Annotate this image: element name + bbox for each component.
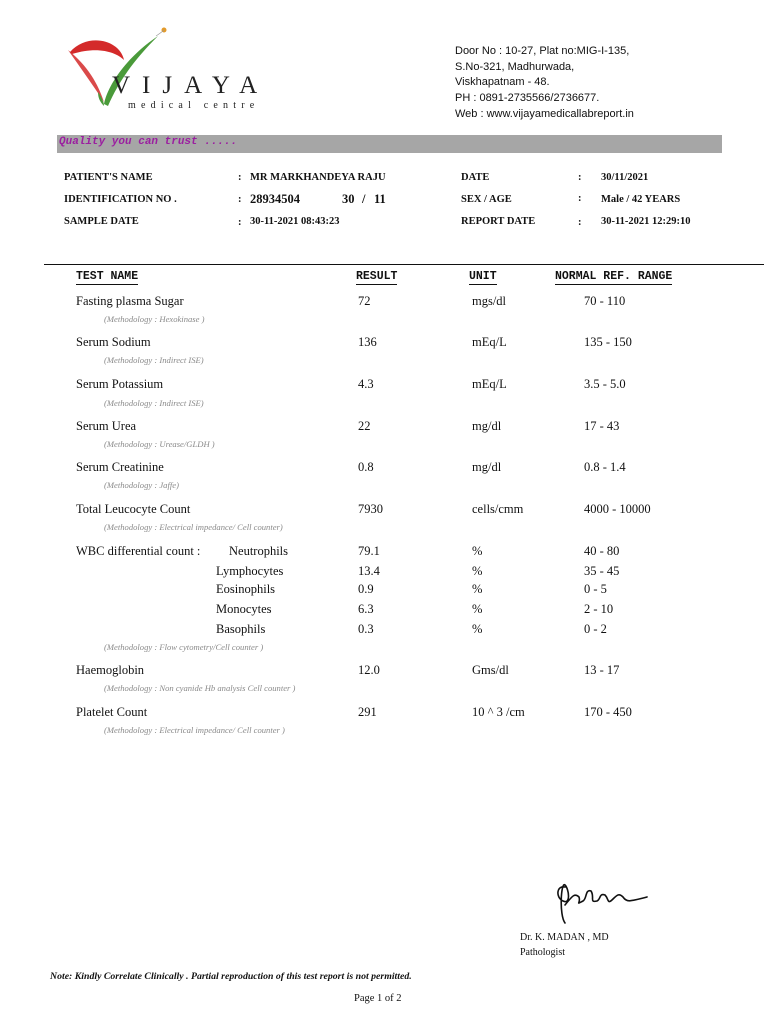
colon: :: [578, 172, 582, 183]
address-line: Viskhapatnam - 48.: [455, 76, 550, 89]
wbc-subtest-name: Eosinophils: [216, 582, 276, 596]
wbc-subtest-range: 0 - 5: [584, 582, 607, 596]
wbc-subtest-name: Lymphocytes: [216, 564, 284, 578]
test-result: 22: [358, 419, 371, 433]
colon: :: [238, 217, 242, 228]
test-methodology: (Methodology : Indirect ISE): [104, 355, 204, 365]
test-range: 0.8 - 1.4: [584, 460, 626, 474]
sample-date-label: SAMPLE DATE: [64, 216, 139, 227]
wbc-subtest-result: 6.3: [358, 602, 374, 616]
patient-name-value: MR MARKHANDEYA RAJU: [250, 172, 386, 183]
test-result: 4.3: [358, 377, 374, 391]
wbc-label: WBC differential count :: [76, 544, 201, 558]
pathologist-name: Dr. K. MADAN , MD: [520, 932, 609, 943]
test-methodology: (Methodology : Electrical impedance/ Cell counter ): [104, 725, 285, 735]
test-methodology: (Methodology : Jaffe): [104, 480, 179, 490]
test-range: 170 - 450: [584, 705, 632, 719]
address-line: S.No-321, Madhurwada,: [455, 60, 575, 73]
test-result: 72: [358, 294, 371, 308]
test-name: Haemoglobin: [76, 663, 145, 677]
logo-wordmark: VIJAYA: [112, 72, 270, 99]
phone-line: PH : 0891-2735566/2736677.: [455, 92, 600, 105]
report-date-value: 30-11-2021 12:29:10: [601, 216, 691, 227]
header-normal-range: NORMAL REF. RANGE: [555, 270, 673, 283]
test-range: 4000 - 10000: [584, 502, 651, 516]
identification-label: IDENTIFICATION NO .: [64, 194, 177, 205]
colon: :: [238, 194, 242, 205]
test-name: Serum Potassium: [76, 377, 164, 391]
test-name: Platelet Count: [76, 705, 148, 719]
colon: :: [578, 217, 582, 228]
lab-address: [455, 44, 634, 123]
wbc-methodology: (Methodology : Flow cytometry/Cell counter ): [104, 642, 264, 652]
test-name: Serum Sodium: [76, 335, 151, 349]
test-unit: mEq/L: [472, 335, 507, 349]
wbc-subtest-result: 0.9: [358, 582, 374, 596]
report-date-label: REPORT DATE: [461, 216, 536, 227]
wbc-subtest-unit: %: [472, 602, 483, 616]
wbc-subtest-result: 79.1: [358, 544, 380, 558]
signature-icon: [535, 875, 665, 930]
test-unit: Gms/dl: [472, 663, 509, 677]
wbc-subtest-name: Basophils: [216, 622, 266, 636]
wbc-subtest-range: 2 - 10: [584, 602, 614, 616]
date-value: 30/11/2021: [601, 172, 649, 183]
header-result: RESULT: [356, 270, 398, 283]
sex-age-value: Male / 42 YEARS: [601, 194, 681, 205]
test-range: 13 - 17: [584, 663, 620, 677]
wbc-subtest-name: Neutrophils: [229, 544, 289, 558]
test-name: Fasting plasma Sugar: [76, 294, 184, 308]
page-number: Page 1 of 2: [354, 993, 402, 1004]
test-result: 136: [358, 335, 377, 349]
logo-subtitle: medical centre: [128, 100, 260, 111]
test-range: 135 - 150: [584, 335, 632, 349]
test-result: 0.8: [358, 460, 374, 474]
identification-value: 28934504: [250, 192, 300, 206]
test-methodology: (Methodology : Electrical impedance/ Cell counter): [104, 522, 283, 532]
test-methodology: (Methodology : Hexokinase ): [104, 314, 205, 324]
patient-name-label: PATIENT'S NAME: [64, 172, 153, 183]
date-label: DATE: [461, 172, 490, 183]
test-methodology: (Methodology : Indirect ISE): [104, 398, 204, 408]
test-result: 291: [358, 705, 377, 719]
wbc-subtest-name: Monocytes: [216, 602, 272, 616]
wbc-subtest-range: 40 - 80: [584, 544, 620, 558]
wbc-subtest-unit: %: [472, 564, 483, 578]
test-range: 70 - 110: [584, 294, 626, 308]
wbc-subtest-result: 0.3: [358, 622, 374, 636]
test-range: 3.5 - 5.0: [584, 377, 626, 391]
address-line: Door No : 10-27, Plat no:MIG-I-135,: [455, 45, 630, 57]
wbc-subtest-range: 35 - 45: [584, 564, 620, 578]
identification-ratio-separator: /: [362, 192, 366, 206]
wbc-subtest-unit: %: [472, 622, 483, 636]
wbc-subtest-unit: %: [472, 582, 483, 596]
pathologist-title: Pathologist: [520, 947, 566, 958]
identification-ratio-b: 11: [374, 192, 386, 206]
footer-note: Note: Kindly Correlate Clinically . Partial reproduction of this test report is not permitted.: [50, 971, 412, 982]
pathologist-signature: [535, 875, 665, 930]
test-range: 17 - 43: [584, 419, 620, 433]
identification-ratio-a: 30: [342, 192, 355, 206]
wbc-subtest-range: 0 - 2: [584, 622, 607, 636]
test-unit: cells/cmm: [472, 502, 524, 516]
tagline-band: [57, 135, 722, 153]
test-name: Serum Creatinine: [76, 460, 164, 474]
test-result: 12.0: [358, 663, 380, 677]
test-methodology: (Methodology : Urease/GLDH ): [104, 439, 215, 449]
test-name: Serum Urea: [76, 419, 137, 433]
test-methodology: (Methodology : Non cyanide Hb analysis Cell counter ): [104, 683, 296, 693]
test-unit: mg/dl: [472, 419, 502, 433]
wbc-subtest-result: 13.4: [358, 564, 380, 578]
header-test-name: TEST NAME: [76, 270, 139, 283]
header-unit: UNIT: [469, 270, 497, 283]
test-name: Total Leucocyte Count: [76, 502, 191, 516]
test-unit: mg/dl: [472, 460, 502, 474]
colon: :: [238, 172, 242, 183]
test-result: 7930: [358, 502, 383, 516]
section-divider: [44, 264, 764, 265]
test-unit: mgs/dl: [472, 294, 507, 308]
sex-age-label: SEX / AGE: [461, 194, 512, 205]
sample-date-value: 30-11-2021 08:43:23: [250, 216, 340, 227]
colon: :: [578, 193, 582, 204]
test-unit: 10 ^ 3 /cm: [472, 705, 525, 719]
tagline: Quality you can trust .....: [59, 136, 238, 148]
test-unit: mEq/L: [472, 377, 507, 391]
wbc-subtest-unit: %: [472, 544, 483, 558]
website-line[interactable]: Web : www.vijayamedicallabreport.in: [455, 107, 634, 120]
